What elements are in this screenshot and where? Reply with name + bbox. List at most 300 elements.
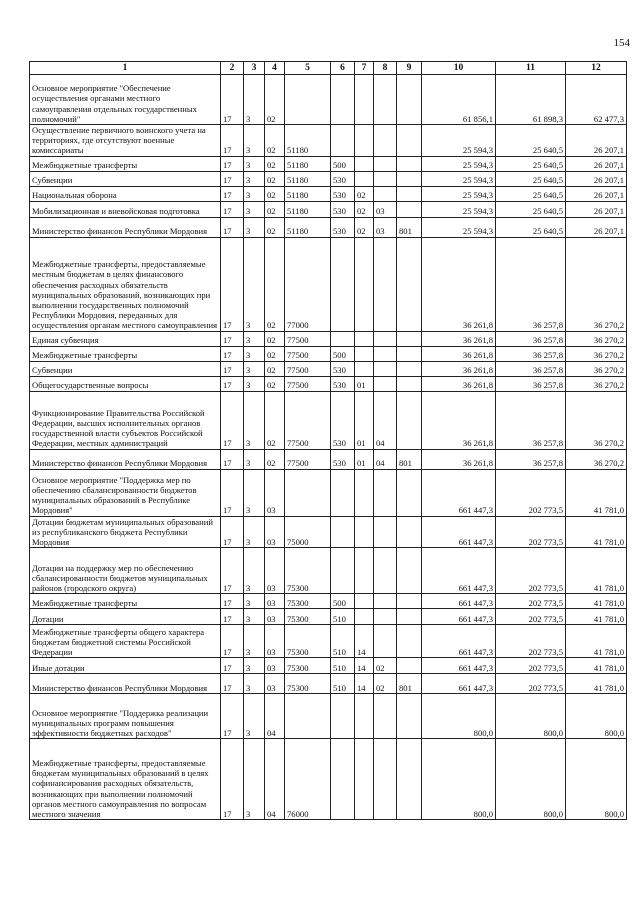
code-cell: 03 xyxy=(265,548,285,594)
amount-cell: 661 447,3 xyxy=(422,548,496,594)
code-cell: 51180 xyxy=(285,201,331,217)
amount-cell: 26 207,1 xyxy=(566,125,627,157)
column-header: 11 xyxy=(496,62,566,75)
amount-cell: 25 640,5 xyxy=(496,217,566,237)
amount-cell: 41 781,0 xyxy=(566,674,627,694)
code-cell xyxy=(397,361,422,376)
amount-cell: 661 447,3 xyxy=(422,609,496,625)
code-cell: 3 xyxy=(244,156,265,171)
code-cell: 17 xyxy=(221,625,244,658)
code-cell: 500 xyxy=(331,346,355,361)
code-cell: 01 xyxy=(355,376,374,391)
code-cell xyxy=(355,609,374,625)
code-cell: 77500 xyxy=(285,331,331,346)
column-header: 8 xyxy=(374,62,397,75)
code-cell: 77500 xyxy=(285,391,331,449)
table-row xyxy=(30,449,627,469)
code-cell: 17 xyxy=(221,331,244,346)
code-cell xyxy=(355,171,374,186)
code-cell: 3 xyxy=(244,171,265,186)
amount-cell: 25 640,5 xyxy=(496,156,566,171)
amount-cell: 36 270,2 xyxy=(566,331,627,346)
code-cell xyxy=(397,739,422,820)
column-header: 9 xyxy=(397,62,422,75)
code-cell: 03 xyxy=(265,625,285,658)
code-cell: 17 xyxy=(221,391,244,449)
table-row xyxy=(30,376,627,391)
code-cell xyxy=(355,694,374,739)
amount-cell: 661 447,3 xyxy=(422,516,496,548)
code-cell xyxy=(374,516,397,548)
code-cell: 17 xyxy=(221,674,244,694)
table-body xyxy=(30,75,627,820)
amount-cell: 41 781,0 xyxy=(566,548,627,594)
code-cell xyxy=(374,376,397,391)
code-cell: 14 xyxy=(355,658,374,674)
code-cell: 3 xyxy=(244,694,265,739)
amount-cell: 62 477,3 xyxy=(566,75,627,125)
column-header: 2 xyxy=(221,62,244,75)
amount-cell: 661 447,3 xyxy=(422,674,496,694)
row-name-cell: Дотации xyxy=(30,609,221,625)
code-cell xyxy=(355,156,374,171)
table-row xyxy=(30,625,627,658)
table-row xyxy=(30,469,627,516)
code-cell xyxy=(355,548,374,594)
code-cell xyxy=(374,694,397,739)
code-cell xyxy=(285,469,331,516)
table-row xyxy=(30,391,627,449)
code-cell: 02 xyxy=(265,156,285,171)
row-name-cell: Дотации бюджетам муниципальных образований из республиканского бюджета Республики Мордовия xyxy=(30,516,221,548)
table-row xyxy=(30,694,627,739)
row-name-cell: Основное мероприятие "Поддержка реализации муниципальных программ повышения эффективности бюджетных расходов" xyxy=(30,694,221,739)
code-cell: 75300 xyxy=(285,594,331,609)
amount-cell: 26 207,1 xyxy=(566,201,627,217)
amount-cell: 26 207,1 xyxy=(566,156,627,171)
code-cell: 3 xyxy=(244,186,265,201)
row-name-cell: Основное мероприятие "Обеспечение осуществления органами местного самоуправления отдельных государственных полномочий" xyxy=(30,75,221,125)
code-cell: 77000 xyxy=(285,237,331,331)
code-cell: 02 xyxy=(374,674,397,694)
code-cell: 510 xyxy=(331,609,355,625)
amount-cell: 41 781,0 xyxy=(566,625,627,658)
code-cell: 3 xyxy=(244,376,265,391)
code-cell: 75300 xyxy=(285,548,331,594)
code-cell xyxy=(331,548,355,594)
code-cell: 03 xyxy=(265,674,285,694)
amount-cell: 25 640,5 xyxy=(496,171,566,186)
code-cell xyxy=(397,171,422,186)
code-cell xyxy=(374,346,397,361)
table-row xyxy=(30,75,627,125)
amount-cell: 36 270,2 xyxy=(566,391,627,449)
code-cell: 801 xyxy=(397,449,422,469)
code-cell: 530 xyxy=(331,449,355,469)
amount-cell: 26 207,1 xyxy=(566,171,627,186)
row-name-cell: Межбюджетные трансферты общего характера бюджетам бюджетной системы Российской Федерации xyxy=(30,625,221,658)
code-cell: 3 xyxy=(244,361,265,376)
code-cell xyxy=(355,346,374,361)
code-cell xyxy=(397,237,422,331)
code-cell: 3 xyxy=(244,469,265,516)
code-cell: 530 xyxy=(331,201,355,217)
code-cell: 02 xyxy=(355,186,374,201)
code-cell: 03 xyxy=(374,201,397,217)
amount-cell: 661 447,3 xyxy=(422,658,496,674)
row-name-cell: Осуществление первичного воинского учета на территориях, где отсутствуют военные комиссариаты xyxy=(30,125,221,157)
code-cell: 17 xyxy=(221,694,244,739)
amount-cell: 36 261,8 xyxy=(422,391,496,449)
amount-cell: 202 773,5 xyxy=(496,594,566,609)
code-cell: 3 xyxy=(244,217,265,237)
amount-cell: 202 773,5 xyxy=(496,609,566,625)
code-cell: 76000 xyxy=(285,739,331,820)
code-cell: 530 xyxy=(331,217,355,237)
code-cell: 500 xyxy=(331,594,355,609)
amount-cell: 41 781,0 xyxy=(566,658,627,674)
code-cell: 75000 xyxy=(285,516,331,548)
row-name-cell: Межбюджетные трансферты xyxy=(30,156,221,171)
amount-cell: 36 261,8 xyxy=(422,376,496,391)
code-cell: 51180 xyxy=(285,125,331,157)
code-cell: 530 xyxy=(331,376,355,391)
code-cell: 17 xyxy=(221,739,244,820)
code-cell: 3 xyxy=(244,391,265,449)
amount-cell: 800,0 xyxy=(496,739,566,820)
table-row xyxy=(30,217,627,237)
column-header: 5 xyxy=(285,62,331,75)
code-cell: 02 xyxy=(265,201,285,217)
amount-cell: 25 594,3 xyxy=(422,201,496,217)
table-row xyxy=(30,516,627,548)
code-cell xyxy=(374,75,397,125)
code-cell: 51180 xyxy=(285,217,331,237)
code-cell: 510 xyxy=(331,674,355,694)
code-cell: 17 xyxy=(221,548,244,594)
amount-cell: 25 640,5 xyxy=(496,186,566,201)
amount-cell: 25 594,3 xyxy=(422,156,496,171)
code-cell xyxy=(331,694,355,739)
table-row xyxy=(30,548,627,594)
amount-cell: 36 270,2 xyxy=(566,376,627,391)
amount-cell: 36 270,2 xyxy=(566,449,627,469)
code-cell xyxy=(355,125,374,157)
code-cell: 3 xyxy=(244,548,265,594)
code-cell xyxy=(397,75,422,125)
code-cell xyxy=(397,625,422,658)
code-cell xyxy=(397,156,422,171)
code-cell xyxy=(355,237,374,331)
column-header: 7 xyxy=(355,62,374,75)
code-cell xyxy=(397,331,422,346)
code-cell: 02 xyxy=(355,217,374,237)
code-cell xyxy=(374,186,397,201)
code-cell: 03 xyxy=(265,516,285,548)
table-row xyxy=(30,658,627,674)
amount-cell: 36 257,8 xyxy=(496,346,566,361)
page-number: 154 xyxy=(613,37,630,49)
code-cell: 17 xyxy=(221,217,244,237)
amount-cell: 36 257,8 xyxy=(496,361,566,376)
code-cell: 3 xyxy=(244,674,265,694)
amount-cell: 61 898,3 xyxy=(496,75,566,125)
code-cell: 02 xyxy=(265,217,285,237)
code-cell: 17 xyxy=(221,658,244,674)
code-cell xyxy=(397,594,422,609)
code-cell xyxy=(355,516,374,548)
code-cell: 77500 xyxy=(285,449,331,469)
budget-table xyxy=(29,61,627,820)
row-name-cell: Общегосударственные вопросы xyxy=(30,376,221,391)
code-cell: 03 xyxy=(265,609,285,625)
code-cell xyxy=(355,331,374,346)
amount-cell: 36 261,8 xyxy=(422,449,496,469)
code-cell xyxy=(374,469,397,516)
table-row xyxy=(30,201,627,217)
code-cell: 77500 xyxy=(285,361,331,376)
code-cell: 17 xyxy=(221,75,244,125)
code-cell xyxy=(374,237,397,331)
code-cell xyxy=(374,171,397,186)
amount-cell: 41 781,0 xyxy=(566,594,627,609)
code-cell: 02 xyxy=(265,376,285,391)
code-cell: 03 xyxy=(374,217,397,237)
code-cell: 02 xyxy=(265,361,285,376)
column-header: 10 xyxy=(422,62,496,75)
code-cell xyxy=(374,156,397,171)
code-cell: 3 xyxy=(244,346,265,361)
code-cell xyxy=(355,594,374,609)
code-cell: 17 xyxy=(221,361,244,376)
amount-cell: 36 270,2 xyxy=(566,237,627,331)
code-cell: 3 xyxy=(244,594,265,609)
amount-cell: 661 447,3 xyxy=(422,594,496,609)
code-cell: 3 xyxy=(244,125,265,157)
table-row xyxy=(30,739,627,820)
code-cell: 17 xyxy=(221,594,244,609)
amount-cell: 36 261,8 xyxy=(422,361,496,376)
amount-cell: 36 270,2 xyxy=(566,361,627,376)
code-cell: 510 xyxy=(331,625,355,658)
code-cell: 17 xyxy=(221,125,244,157)
code-cell: 510 xyxy=(331,658,355,674)
code-cell xyxy=(374,594,397,609)
code-cell xyxy=(397,609,422,625)
amount-cell: 36 261,8 xyxy=(422,331,496,346)
amount-cell: 26 207,1 xyxy=(566,186,627,201)
code-cell: 17 xyxy=(221,156,244,171)
code-cell: 17 xyxy=(221,201,244,217)
code-cell: 17 xyxy=(221,171,244,186)
code-cell xyxy=(397,125,422,157)
code-cell: 530 xyxy=(331,391,355,449)
table-row xyxy=(30,346,627,361)
code-cell: 02 xyxy=(355,201,374,217)
column-header: 4 xyxy=(265,62,285,75)
code-cell: 01 xyxy=(355,449,374,469)
table-row xyxy=(30,156,627,171)
row-name-cell: Субвенции xyxy=(30,361,221,376)
table-row xyxy=(30,331,627,346)
row-name-cell: Субвенции xyxy=(30,171,221,186)
code-cell: 75300 xyxy=(285,658,331,674)
code-cell: 02 xyxy=(265,237,285,331)
code-cell xyxy=(331,331,355,346)
code-cell xyxy=(331,739,355,820)
code-cell: 02 xyxy=(265,449,285,469)
code-cell: 530 xyxy=(331,186,355,201)
amount-cell: 36 257,8 xyxy=(496,376,566,391)
amount-cell: 26 207,1 xyxy=(566,217,627,237)
amount-cell: 61 856,1 xyxy=(422,75,496,125)
code-cell: 51180 xyxy=(285,186,331,201)
amount-cell: 36 261,8 xyxy=(422,346,496,361)
code-cell: 75300 xyxy=(285,609,331,625)
code-cell: 3 xyxy=(244,449,265,469)
amount-cell: 36 257,8 xyxy=(496,449,566,469)
amount-cell: 800,0 xyxy=(566,739,627,820)
table-row xyxy=(30,361,627,376)
column-header: 1 xyxy=(30,62,221,75)
amount-cell: 661 447,3 xyxy=(422,469,496,516)
code-cell xyxy=(397,658,422,674)
row-name-cell: Министерство финансов Республики Мордовия xyxy=(30,674,221,694)
code-cell xyxy=(397,548,422,594)
code-cell: 02 xyxy=(265,75,285,125)
code-cell: 3 xyxy=(244,739,265,820)
code-cell xyxy=(397,186,422,201)
code-cell: 04 xyxy=(265,739,285,820)
code-cell xyxy=(397,201,422,217)
code-cell xyxy=(397,516,422,548)
row-name-cell: Иные дотации xyxy=(30,658,221,674)
table-row xyxy=(30,609,627,625)
code-cell: 04 xyxy=(265,694,285,739)
amount-cell: 202 773,5 xyxy=(496,469,566,516)
code-cell: 17 xyxy=(221,609,244,625)
code-cell: 3 xyxy=(244,625,265,658)
code-cell: 14 xyxy=(355,625,374,658)
table-row xyxy=(30,674,627,694)
amount-cell: 202 773,5 xyxy=(496,625,566,658)
row-name-cell: Межбюджетные трансферты, предоставляемые бюджетам муниципальных образований в целях софинансирования расходных обязательств, возникающих при выполнении полномочий органов местного самоуправления по вопросам местного значения xyxy=(30,739,221,820)
code-cell: 03 xyxy=(265,469,285,516)
code-cell: 3 xyxy=(244,75,265,125)
code-cell: 03 xyxy=(265,594,285,609)
code-cell: 02 xyxy=(265,391,285,449)
row-name-cell: Межбюджетные трансферты xyxy=(30,594,221,609)
row-name-cell: Мобилизационная и вневойсковая подготовка xyxy=(30,201,221,217)
code-cell: 02 xyxy=(265,331,285,346)
code-cell: 3 xyxy=(244,237,265,331)
code-cell xyxy=(374,331,397,346)
code-cell: 75300 xyxy=(285,674,331,694)
amount-cell: 202 773,5 xyxy=(496,658,566,674)
code-cell: 01 xyxy=(355,391,374,449)
row-name-cell: Дотации на поддержку мер по обеспечению сбалансированности бюджетов муниципальных районов (городского округа) xyxy=(30,548,221,594)
amount-cell: 25 594,3 xyxy=(422,186,496,201)
code-cell: 77500 xyxy=(285,376,331,391)
amount-cell: 800,0 xyxy=(566,694,627,739)
code-cell xyxy=(374,548,397,594)
amount-cell: 25 594,3 xyxy=(422,171,496,186)
code-cell: 02 xyxy=(265,346,285,361)
code-cell: 17 xyxy=(221,449,244,469)
code-cell: 17 xyxy=(221,469,244,516)
row-name-cell: Министерство финансов Республики Мордовия xyxy=(30,449,221,469)
code-cell xyxy=(331,469,355,516)
amount-cell: 41 781,0 xyxy=(566,516,627,548)
code-cell xyxy=(374,739,397,820)
code-cell xyxy=(331,237,355,331)
amount-cell: 202 773,5 xyxy=(496,674,566,694)
code-cell: 02 xyxy=(374,658,397,674)
code-cell: 17 xyxy=(221,516,244,548)
code-cell: 3 xyxy=(244,658,265,674)
code-cell: 3 xyxy=(244,609,265,625)
row-name-cell: Межбюджетные трансферты, предоставляемые местным бюджетам в целях финансового обеспечения расходных обязательств муниципальных образований, возникающих при выполнении государственных полномочий Республики Мордовия, переданных для осуществления органам местного самоуправления xyxy=(30,237,221,331)
row-name-cell: Функционирование Правительства Российской Федерации, высших исполнительных органов государственной власти субъектов Российской Федерации, местных администраций xyxy=(30,391,221,449)
amount-cell: 25 594,3 xyxy=(422,125,496,157)
code-cell: 02 xyxy=(265,171,285,186)
amount-cell: 41 781,0 xyxy=(566,609,627,625)
code-cell: 03 xyxy=(265,658,285,674)
code-cell: 17 xyxy=(221,376,244,391)
code-cell: 51180 xyxy=(285,156,331,171)
column-header: 12 xyxy=(566,62,627,75)
row-name-cell: Основное мероприятие "Поддержка мер по обеспечению сбалансированности бюджетов муниципальных образований в Республике Мордовия" xyxy=(30,469,221,516)
amount-cell: 36 261,8 xyxy=(422,237,496,331)
code-cell xyxy=(285,694,331,739)
code-cell xyxy=(397,469,422,516)
row-name-cell: Межбюджетные трансферты xyxy=(30,346,221,361)
code-cell xyxy=(285,75,331,125)
table-header-row xyxy=(30,62,627,75)
code-cell xyxy=(331,75,355,125)
code-cell: 801 xyxy=(397,674,422,694)
code-cell: 51180 xyxy=(285,171,331,186)
row-name-cell: Единая субвенция xyxy=(30,331,221,346)
amount-cell: 202 773,5 xyxy=(496,548,566,594)
amount-cell: 661 447,3 xyxy=(422,625,496,658)
amount-cell: 25 594,3 xyxy=(422,217,496,237)
row-name-cell: Министерство финансов Республики Мордовия xyxy=(30,217,221,237)
table-row xyxy=(30,186,627,201)
amount-cell: 36 270,2 xyxy=(566,346,627,361)
code-cell xyxy=(355,75,374,125)
code-cell: 3 xyxy=(244,516,265,548)
code-cell: 801 xyxy=(397,217,422,237)
row-name-cell: Национальная оборона xyxy=(30,186,221,201)
code-cell xyxy=(397,346,422,361)
column-header: 3 xyxy=(244,62,265,75)
amount-cell: 202 773,5 xyxy=(496,516,566,548)
code-cell: 17 xyxy=(221,237,244,331)
amount-cell: 36 257,8 xyxy=(496,391,566,449)
code-cell: 04 xyxy=(374,449,397,469)
amount-cell: 41 781,0 xyxy=(566,469,627,516)
code-cell xyxy=(374,125,397,157)
code-cell xyxy=(374,609,397,625)
amount-cell: 25 640,5 xyxy=(496,125,566,157)
code-cell: 17 xyxy=(221,346,244,361)
amount-cell: 800,0 xyxy=(496,694,566,739)
code-cell: 02 xyxy=(265,125,285,157)
code-cell xyxy=(374,625,397,658)
amount-cell: 25 640,5 xyxy=(496,201,566,217)
code-cell xyxy=(331,516,355,548)
